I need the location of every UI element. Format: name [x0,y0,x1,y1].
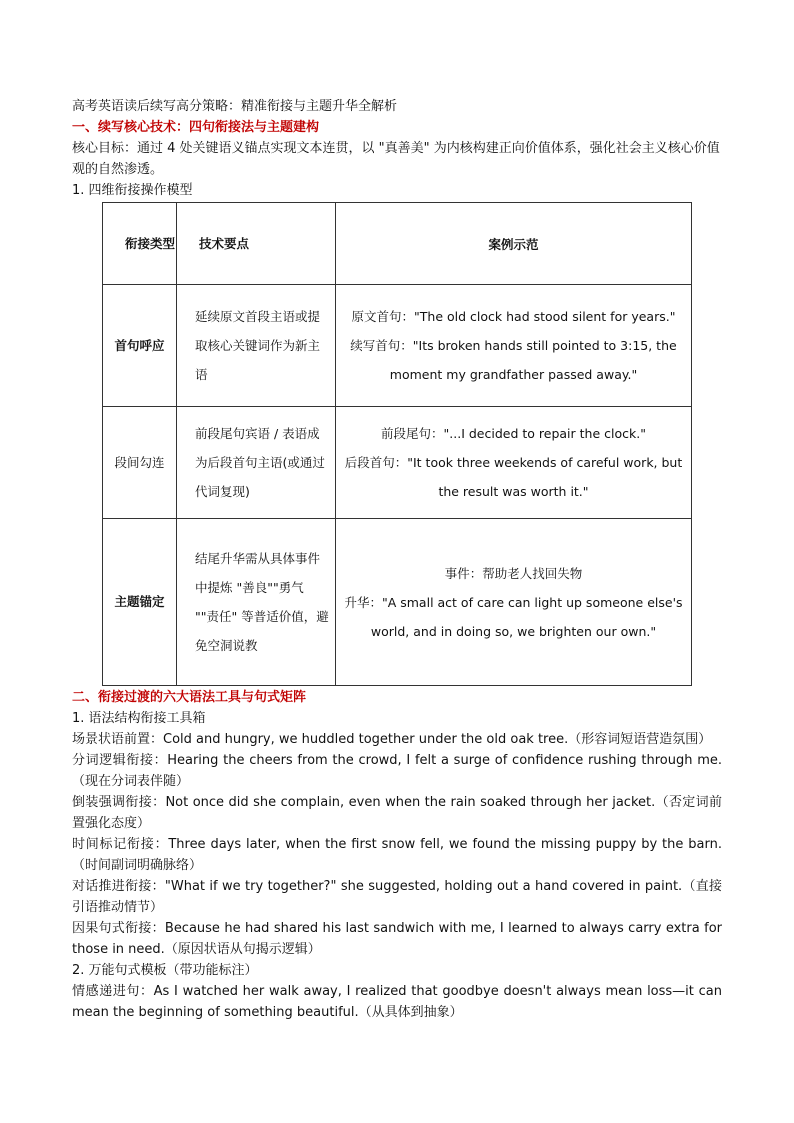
table-row [103,285,692,407]
example-line: 原文首句："The old clock had stood silent for years." [351,309,676,324]
toolbox-title: 1. 语法结构衔接工具箱 [72,711,206,726]
grammar-tool-item: 分词逻辑衔接：Hearing the cheers from the crowd, I felt a surge of confidence rushing through me.（现在分词表伴随） [72,753,722,789]
table-header-cell: 案例示范 [336,203,692,285]
cohesion-model-table [102,202,692,686]
table-header-row [103,203,692,285]
cohesion-type-cell: 主题锚定 [103,519,177,686]
cohesion-type-cell: 段间勾连 [103,407,177,519]
grammar-tool-item: 因果句式衔接：Because he had shared his last sandwich with me, I learned to always carry extra for those in need.（原因状语从句揭示逻辑） [72,921,722,957]
grammar-tool-item: 场景状语前置：Cold and hungry, we huddled together under the old oak tree.（形容词短语营造氛围） [72,732,712,747]
document-title: 高考英语读后续写高分策略：精准衔接与主题升华全解析 [72,99,398,114]
tech-point-cell: 前段尾句宾语 / 表语成为后段首句主语(或通过代词复现) [177,407,336,519]
example-line: 前段尾句："...I decided to repair the clock." [381,426,646,441]
templates-title: 2. 万能句式模板（带功能标注） [72,963,258,978]
example-line: 后段首句："It took three weekends of careful work, but the result was worth it." [344,455,683,499]
table-row [103,519,692,686]
tech-point-cell: 延续原文首段主语或提取核心关键词作为新主语 [177,285,336,407]
document-page [72,96,722,1023]
grammar-tool-item: 对话推进衔接："What if we try together?" she suggested, holding out a hand covered in paint.（直接引语推动情节） [72,879,722,915]
example-line: 事件：帮助老人找回失物 [444,565,583,581]
table-row [103,407,692,519]
section1-heading: 一、续写核心技术：四句衔接法与主题建构 [72,120,320,135]
example-cell [336,407,692,519]
template-item: 情感递进句：As I watched her walk away, I realized that goodbye doesn't always mean loss—it can mean the beginning of something beautiful.（从具体到抽象） [72,984,722,1020]
core-goal-paragraph: 核心目标：通过 4 处关键语义锚点实现文本连贯，以 "真善美" 为内核构建正向价值体系，强化社会主义核心价值观的自然渗透。 [72,141,720,177]
cohesion-type-cell: 首句呼应 [103,285,177,407]
example-line: 续写首句："Its broken hands still pointed to 3:15, the moment my grandfather passed away." [350,338,677,382]
tech-point-cell: 结尾升华需从具体事件中提炼 "善良""勇气 ""责任" 等普适价值，避免空洞说教 [177,519,336,686]
section2-heading: 二、衔接过渡的六大语法工具与句式矩阵 [72,690,307,705]
example-cell [336,519,692,686]
grammar-tool-item: 时间标记衔接：Three days later, when the first snow fell, we found the missing puppy by the barn.（时间副词明确脉络） [72,837,722,873]
table-header-cell: 技术要点 [177,203,336,285]
table-header-cell: 衔接类型 [103,203,177,285]
example-line: 升华："A small act of care can light up someone else's world, and in doing so, we brighten our own." [344,594,683,639]
grammar-tool-item: 倒装强调衔接：Not once did she complain, even when the rain soaked through her jacket.（否定词前置强化态度） [72,795,722,831]
example-cell [336,285,692,407]
model-title: 1. 四维衔接操作模型 [72,183,193,198]
